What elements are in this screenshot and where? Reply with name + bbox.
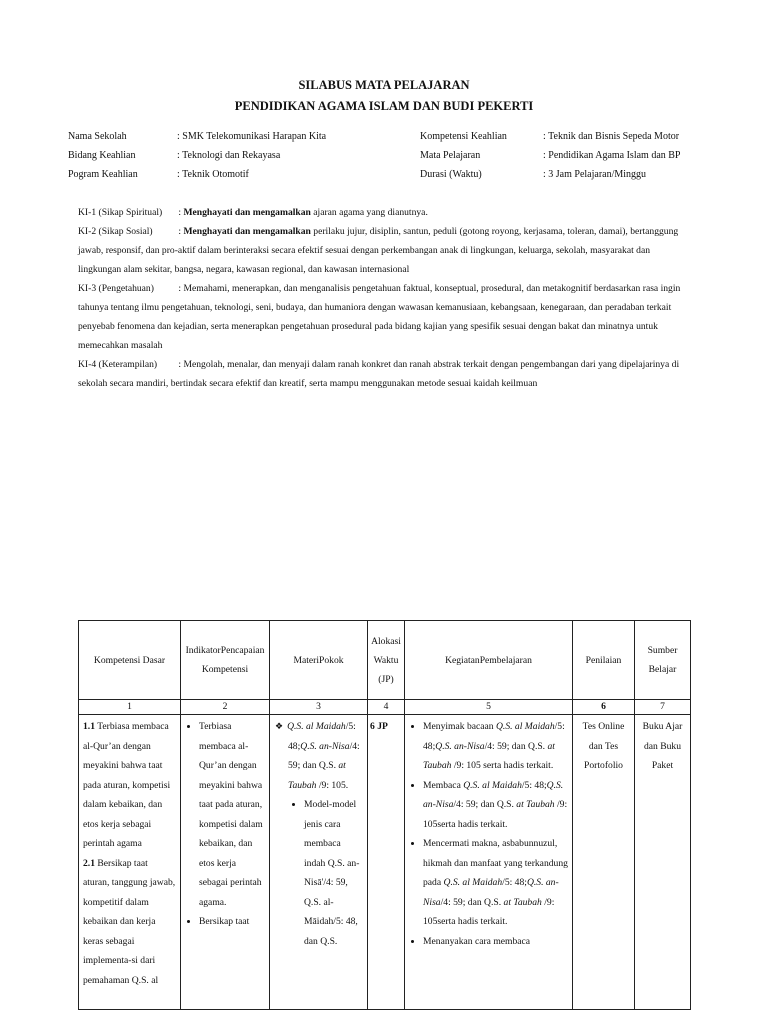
materi-text: /5: 48; xyxy=(288,721,356,752)
header-kompetensi-dasar: Kompetensi Dasar xyxy=(79,621,181,700)
kegiatan-text: /5: 48; xyxy=(502,877,527,888)
info-label-program: Pogram Keahlian xyxy=(68,169,138,180)
header-indikator: IndikatorPencapaianKompetensi xyxy=(181,621,270,700)
header-penilaian: Penilaian xyxy=(573,621,635,700)
ki-4-text: : Mengolah, menalar, dan menyaji dalam ranah konkret dan ranah abstrak terkait dengan pengembangan dari yang dipelajarinya di sekolah secara mandiri, bertindak secara efektif dan kreatif, serta mampu menggunakan metode sesuai kaidah keilmuan xyxy=(78,359,680,389)
col-number: 3 xyxy=(270,700,368,715)
list-item xyxy=(423,834,568,932)
ki-3-tag: KI-3 (Pengetahuan) xyxy=(78,283,154,294)
materi-ref: at Taubah xyxy=(288,760,346,791)
kegiatan-text: /9: 105 serta hadis terkait. xyxy=(451,760,554,771)
kegiatan-ref: Q.S. an-Nisa xyxy=(423,877,559,908)
cell-indikator xyxy=(181,715,270,1010)
materi-text: /4: 59; dan Q.S. xyxy=(288,740,360,771)
cell-alokasi xyxy=(368,715,405,1010)
kegiatan-text: /4: 59; dan Q.S. xyxy=(484,740,548,752)
info-value-field: : Teknologi dan Rekayasa xyxy=(177,150,281,161)
kd-1-number: 1.1 xyxy=(83,721,95,732)
info-label-subject: Mata Pelajaran xyxy=(420,150,481,161)
header-kegiatan: KegiatanPembelajaran xyxy=(405,621,573,700)
ki-4 xyxy=(78,355,688,393)
kegiatan-text: /9: 105serta hadis terkait. xyxy=(423,896,555,927)
col-number: 1 xyxy=(79,700,181,715)
ki-1-sep: : xyxy=(178,207,182,218)
penilaian-value: Tes Online dan Tes Portofolio xyxy=(582,721,625,771)
col-number: 6 xyxy=(573,700,635,715)
list-item xyxy=(423,776,568,835)
kegiatan-text: Mencermati makna, asbabunnuzul, hikmah dan manfaat yang terkandung pada xyxy=(423,838,568,888)
cell-materi-pokok xyxy=(270,715,368,1010)
ki-1-text: ajaran agama yang dianutnya. xyxy=(313,207,428,218)
info-value-competency: : Teknik dan Bisnis Sepeda Motor xyxy=(543,131,680,142)
kd-2-number: 2.1 xyxy=(83,857,95,869)
materi-ref: Q.S. an-Nisa xyxy=(300,740,350,752)
kd-2-text: Bersikap taat aturan, tanggung jawab, kompetitif dalam kebaikan dan kerja keras sebagai implementa-si dari pemahaman Q.S. al xyxy=(83,857,176,986)
list-item: • Bersikap taat xyxy=(199,912,265,932)
kegiatan-ref: Q.S. an-Nisa xyxy=(435,740,485,752)
info-label-duration: Durasi (Waktu) xyxy=(420,169,482,180)
kegiatan-text: /4: 59; dan Q.S. xyxy=(453,799,517,810)
kegiatan-ref: at Taubah xyxy=(423,740,555,771)
kegiatan-ref: Q.S. al Maidah xyxy=(443,877,503,888)
table-row xyxy=(79,715,691,1010)
document-title: SILABUS MATA PELAJARAN xyxy=(298,78,470,92)
materi-ref: Q.S. al Maidah xyxy=(287,721,346,732)
info-label-competency: Kompetensi Keahlian xyxy=(420,131,507,142)
ki-2-tag: KI-2 (Sikap Sosial) xyxy=(78,226,153,237)
header-sumber-belajar: Sumber Belajar xyxy=(635,621,691,700)
ki-1 xyxy=(78,203,688,222)
kegiatan-ref: Q.S. an-Nisa xyxy=(423,779,564,810)
ki-3 xyxy=(78,279,688,355)
list-item: • Menanyakan cara membaca xyxy=(423,932,568,952)
cell-sumber-belajar xyxy=(635,715,691,1010)
info-value-school: : SMK Telekomunikasi Harapan Kita xyxy=(177,131,327,142)
ki-3-text: : Memahami, menerapkan, dan menganalisis pengetahuan faktual, konseptual, prosedural, dan metakognitif berdasarkan rasa ingin tahunya tentang ilmu pengetahuan, teknologi, seni, budaya, dan humaniora dengan wawasan kemanusiaan, kebangsaan, kenegaraan, dan peradaban terkait penyebab fenomena dan kejadian, serta menerapkan pengetahuan prosedural pada bidang kajian yang spesifik sesuai dengan bakat dan minatnya untuk memecahkan masalah xyxy=(78,283,681,351)
kegiatan-ref: at Taubah xyxy=(516,799,555,810)
kegiatan-text: /5: 48; xyxy=(423,721,565,752)
info-value-duration: : 3 Jam Pelajaran/Minggu xyxy=(543,169,647,180)
kegiatan-text: /5: 48; xyxy=(521,779,547,791)
kd-1-text: Terbiasa membaca al-Qur’an dengan meyakini bahwa taat pada aturan, kompetisi dalam kebaikan, dan etos kerja sebagai perintah agama xyxy=(83,721,171,849)
kegiatan-text: /4: 59; dan Q.S. xyxy=(440,896,504,908)
header-materi-pokok: MateriPokok xyxy=(270,621,368,700)
syllabus-table xyxy=(78,620,691,1010)
ki-1-tag: KI-1 (Sikap Spiritual) xyxy=(78,207,163,218)
info-label-school: Nama Sekolah xyxy=(68,131,127,142)
list-item xyxy=(288,717,363,795)
kegiatan-ref: Q.S. al Maidah xyxy=(496,721,555,732)
cell-kompetensi-dasar xyxy=(79,715,181,1010)
kegiatan-text: /9: 105serta hadis terkait. xyxy=(423,799,568,830)
ki-4-tag: KI-4 (Keterampilan) xyxy=(78,359,158,370)
ki-1-bold: Menghayati dan mengamalkan xyxy=(183,207,311,218)
cell-kegiatan xyxy=(405,715,573,1010)
sumber-value: Buku Ajar dan Buku Paket xyxy=(642,721,683,771)
table-number-row xyxy=(79,700,691,715)
list-item: • Terbiasa membaca al-Qur’an dengan meyakini bahwa taat pada aturan, kompetisi dalam kebaikan, dan etos kerja sebagai perintah agama. xyxy=(199,717,265,912)
list-item xyxy=(423,717,568,776)
kegiatan-text: Membaca xyxy=(423,779,464,791)
header-alokasi-waktu: Alokasi Waktu (JP) xyxy=(368,621,405,700)
col-number: 4 xyxy=(368,700,405,715)
core-competencies xyxy=(78,203,688,393)
ki-2 xyxy=(78,222,688,279)
kegiatan-ref: Q.S. al Maidah xyxy=(463,779,522,791)
list-item: • Model-model jenis cara membaca indah Q.S. an-Nisā'/4: 59, Q.S. al-Māidah/5: 48, dan Q.S. xyxy=(304,795,363,951)
info-value-program: : Teknik Otomotif xyxy=(177,169,249,180)
col-number: 7 xyxy=(635,700,691,715)
ki-2-sep: : xyxy=(178,226,182,237)
document-subtitle: PENDIDIKAN AGAMA ISLAM DAN BUDI PEKERTI xyxy=(234,99,534,113)
col-number: 2 xyxy=(181,700,270,715)
cell-penilaian xyxy=(573,715,635,1010)
kegiatan-ref: at Taubah xyxy=(503,896,542,908)
info-label-field: Bidang Keahlian xyxy=(68,150,136,161)
kegiatan-text: Menyimak bacaan xyxy=(423,721,496,732)
materi-text: /9: 105. xyxy=(316,779,349,791)
alokasi-value: 6 JP xyxy=(370,721,388,732)
info-value-subject: : Pendidikan Agama Islam dan BP xyxy=(543,150,681,161)
table-header-row xyxy=(79,621,691,700)
ki-2-text: perilaku jujur, disiplin, santun, peduli (gotong royong, kerjasama, toleran, damai), bertanggung jawab, responsif, dan pro-aktif dalam berinteraksi secara efektif sesuai dengan perkembangan anak di lingkungan, keluarga, sekolah, masyarakat dan lingkungan alam sekitar, bangsa, negara, kawasan regional, dan kawasan internasional xyxy=(78,226,679,275)
col-number: 5 xyxy=(405,700,573,715)
ki-2-bold: Menghayati dan mengamalkan xyxy=(183,226,311,237)
